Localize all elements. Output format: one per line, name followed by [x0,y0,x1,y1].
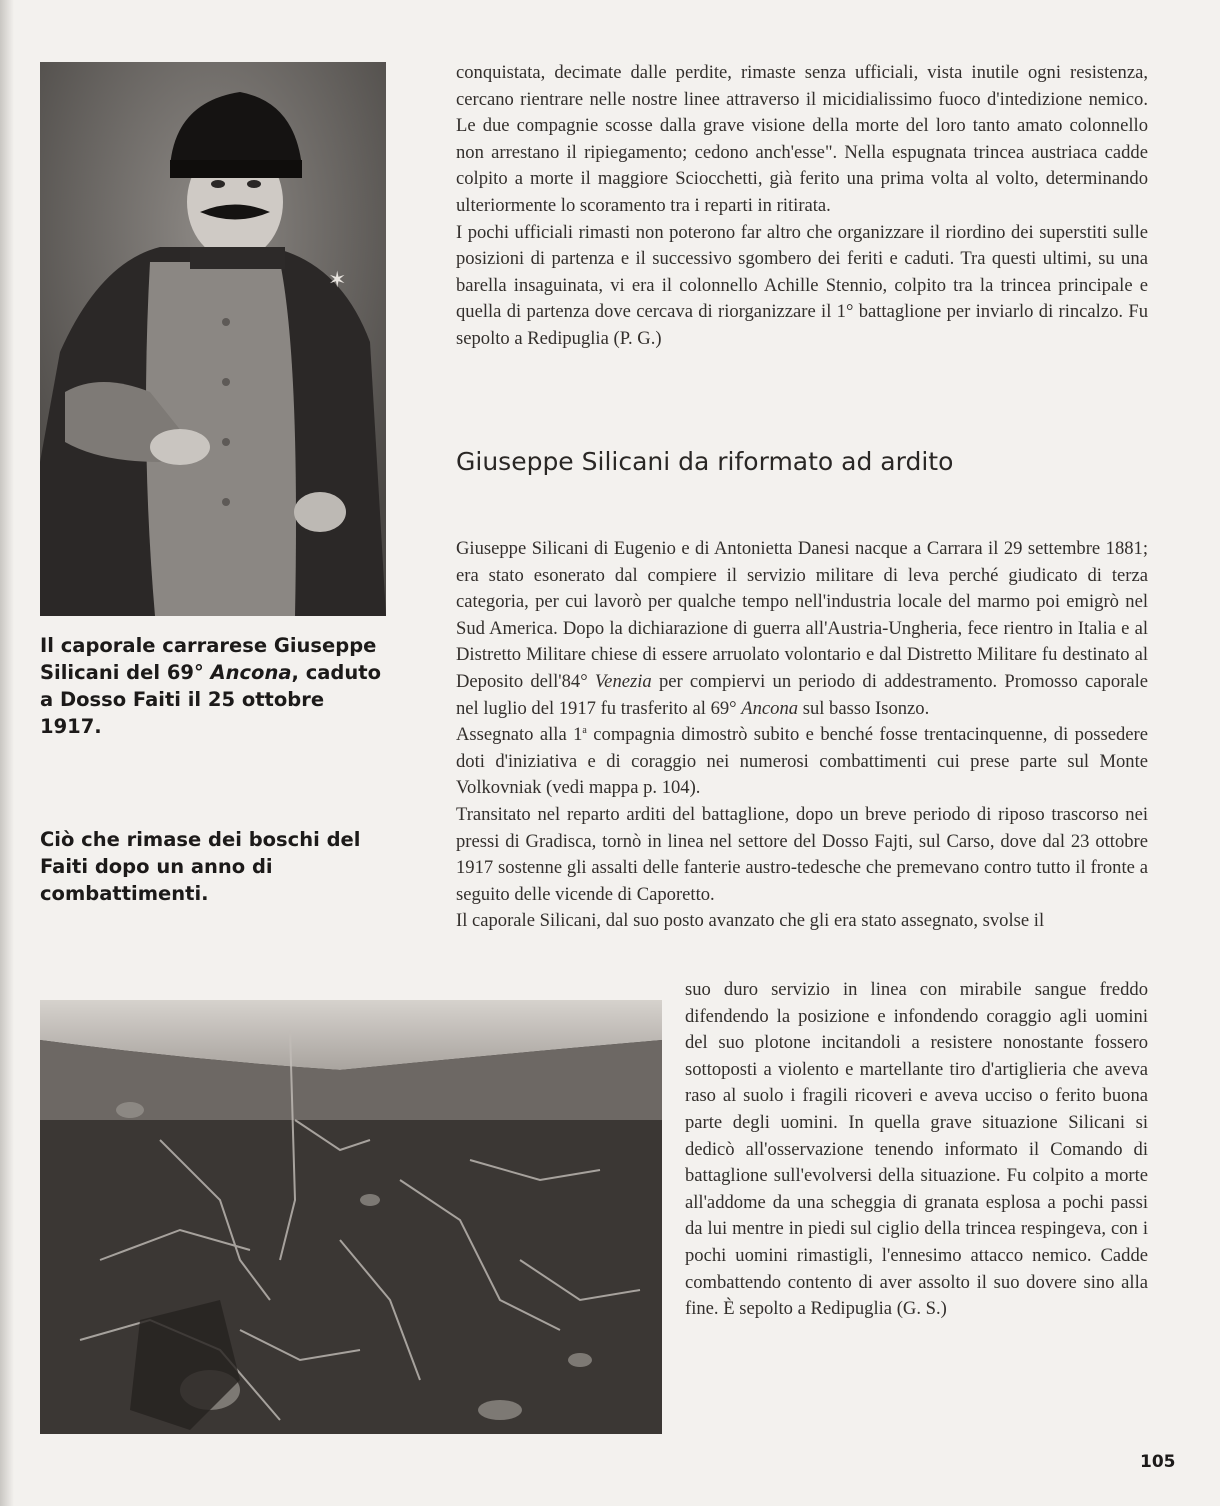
article-paragraph: Assegnato alla 1$^a$ compagnia dimostrò subito e benché fosse trentacinquenne, di possedere doti d'iniziativa e di coraggio nei numerosi combattimenti cui prese parte sul Monte Volkovniak (vedi mappa p. 104). [456,724,1148,799]
article-paragraph: Transitato nel reparto arditi del battaglione, dopo un breve periodo di riposo trascorso nei pressi di Gradisca, tornò in linea nel settore del Dosso Fajti, sul Carso, dove dal 23 ottobre 1917 sostenne gli assalti delle fanterie austro-tedesche che premevano contro tutto il fronte a seguito delle vicende di Caporetto. [456,803,1148,905]
article-text-continued: suo duro servizio in linea con mirabile sangue freddo difendendo la posizione e infondendo coraggio agli uomini del suo plotone incitandoli a resistere nonostante fossero sottoposti a violento e martellante tiro d'artiglieria che aveva raso al suolo i fragili ricoveri e aveva ucciso o ferito buona parte degli uomini. In quella grave situazione Silicani si dedicò all'osservazione tenendo informato il Comando di battaglione sull'evolversi della situazione. Fu colpito a morte all'addome da una scheggia di granata esplosa a pochi passi da lui mentre in piedi sul ciglio della trincea respingeva, con i pochi uomini rimastigli, l'ennesimo attacco nemico. Cadde combattendo contento di aver assolto il suo dovere sino alla fine. È sepolto a Redipuglia (G. S.) [685,979,1148,1320]
svg-text:✶: ✶ [328,268,347,293]
portrait-photo [40,62,386,616]
page-gutter-shadow [0,0,14,1506]
article-paragraph: Il caporale Silicani, dal suo posto avanzato che gli era stato assegnato, svolse il [456,910,1045,932]
top-paragraph: I pochi ufficiali rimasti non poterono far altro che organizzare il riordino dei superstiti sulle posizioni di partenza e il successivo sgombero dei feriti e caduti. Tra questi ultimi, su una barella insaguinata, vi era il colonnello Achille Stennio, colpito tra la trincea principale e quella di partenza dove cercava di riorganizzare il 1° battaglione per inviarlo di rincalzo. Fu sepolto a Redipuglia (P. G.) [456,221,1148,349]
portrait-caption: Il caporale carrarese Giuseppe Silicani del 69° Ancona, caduto a Dosso Faiti il 25 ottobre 1917. [40,634,381,738]
top-paragraph: conquistata, decimate dalle perdite, rimaste senza ufficiali, vista inutile ogni resistenza, cercano rientrare nelle nostre linee attraverso il micidialissimo fuoco d'intedizione nemico. Le due compagnie scosse dalla grave visione della morte del loro tanto amato colonnello non arrestano il ripiegamento; cedono anch'esse". Nella espugnata trincea austriaca cadde colpito a morte il maggiore Sciocchetti, già ferito una prima volta al volto, determinando ulteriormente lo scoramento tra i reparti in ritirata. [456,62,1148,216]
section-heading: Giuseppe Silicani da riformato ad ardito [456,447,954,476]
top-text-block [456,60,1148,353]
article-text-block [456,536,1148,935]
battlefield-photo [40,1000,662,1434]
field-caption: Ciò che rimase dei boschi del Faiti dopo un anno di combattimenti. [40,828,361,905]
page-number: 105 [1140,1452,1176,1472]
article-paragraph: Giuseppe Silicani di Eugenio e di Antonietta Danesi nacque a Carrara il 29 settembre 1881; era stato esonerato dal compiere il servizio militare di leva perché giudicato di terza categoria, per cui lavorò per qualche tempo nell'industria locale del marmo poi emigrò nel Sud America. Dopo la dichiarazione di guerra all'Austria-Ungheria, fece rientro in Italia e al Distretto Militare chiese di essere arruolato volontario e dal Distretto Militare fu destinato al Deposito dell'84° Venezia per compiervi un periodo di addestramento. Promosso caporale nel luglio del 1917 fu trasferito al 69° Ancona sul basso Isonzo. [456,538,1148,719]
